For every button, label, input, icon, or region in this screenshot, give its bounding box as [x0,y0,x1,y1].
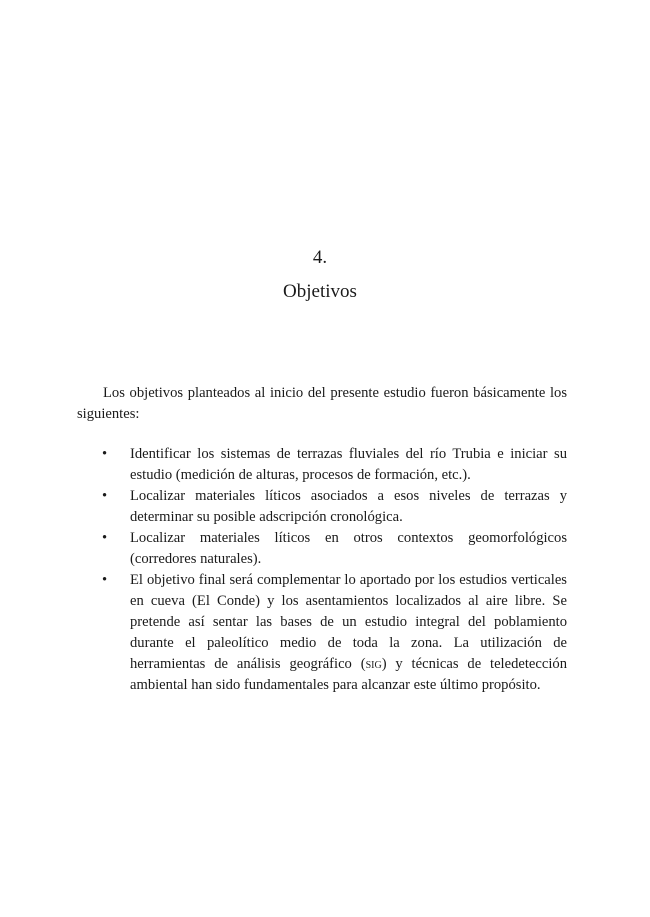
intro-paragraph: Los objetivos planteados al inicio del presente estudio fueron básicamente los siguientes: [77,385,567,422]
objective-item [77,528,567,570]
objectives-list [77,444,567,696]
chapter-title: Objetivos [283,281,357,302]
objective-item [77,570,567,696]
objective-text: Localizar materiales líticos en otros contextos geomorfológicos (corredores naturales). [130,530,567,567]
bullet-icon: • [102,572,108,588]
objective-item [77,444,567,486]
chapter-number: 4. [312,247,328,268]
sig-abbreviation: sig [365,656,382,672]
objective-text-start: El objetivo final será complementar lo aportado por los estudios verticales en cueva (El Conde) y los asentamientos localizados al aire libre. Se pretende así sentar las bases de un estudio integral del poblamiento durante el paleolítico medio de toda la zona. La utilización de herramientas de análisis geográfico ( [130,572,567,672]
objective-text: Identificar los sistemas de terrazas fluviales del río Trubia e iniciar su estudio (medición de alturas, procesos de formación, etc.). [130,446,567,483]
objective-text: Localizar materiales líticos asociados a esos niveles de terrazas y determinar su posible adscripción cronológica. [130,488,567,525]
objective-text-end: ) y técnicas de teledetección ambiental han sido fundamentales para alcanzar este último propósito. [130,656,568,693]
body-text [77,383,567,696]
bullet-icon: • [102,446,108,462]
objective-item [77,486,567,528]
bullet-icon: • [102,530,108,546]
bullet-icon: • [102,488,108,504]
